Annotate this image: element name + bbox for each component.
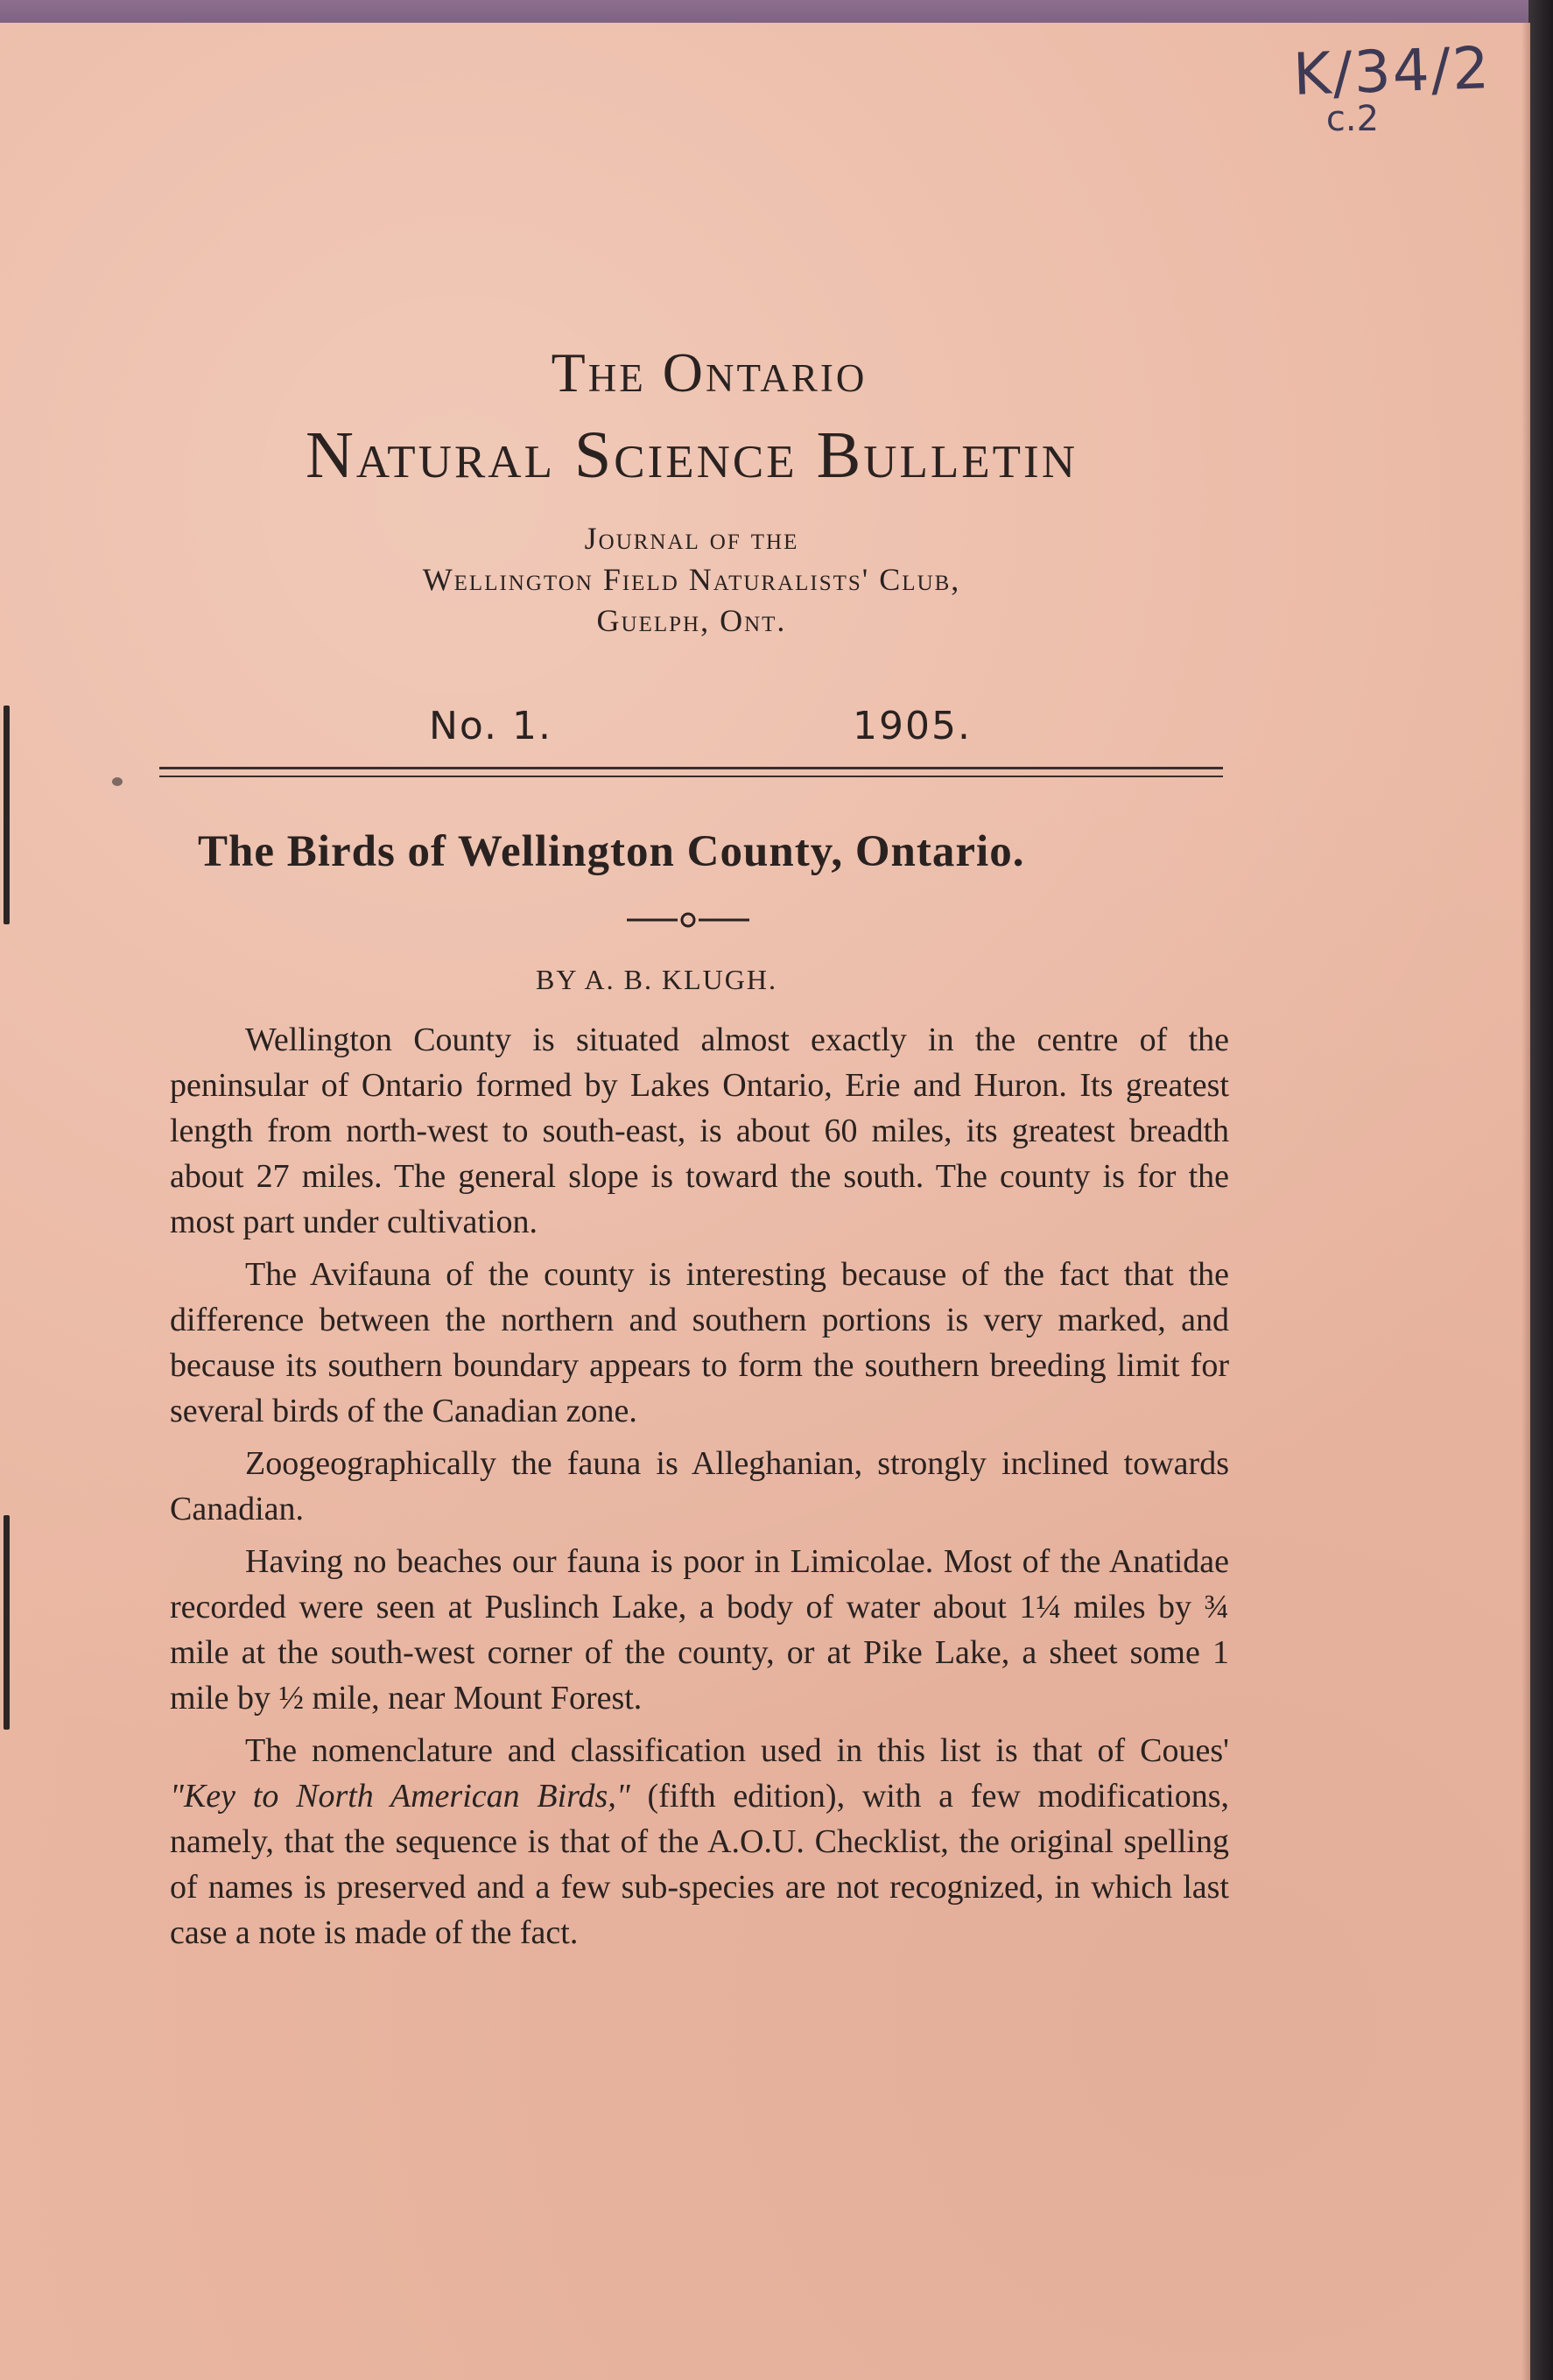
article-title: The Birds of Wellington County, Ontario. <box>198 827 1025 876</box>
title-ornament <box>627 907 749 933</box>
journal-subtitle-line-3: Guelph, Ont. <box>596 602 787 638</box>
article-body <box>170 1017 1229 1962</box>
paragraph <box>170 1728 1229 1955</box>
paragraph: Having no beaches our fauna is poor in Limicolae. Most of the Anatidae recorded were seen at Puslinch Lake, a body of water about 1¼ miles by ¾ mile at the south-west corner of the county, or at Pike Lake, a sheet some 1 mile by ½ mile, near Mount Forest. <box>170 1543 1229 1717</box>
document-page <box>0 23 1530 2380</box>
journal-subtitle-line-2: Wellington Field Naturalists' Club, <box>422 561 961 597</box>
background-edge <box>1528 0 1553 2380</box>
catalog-copy-number: c.2 <box>1325 98 1380 139</box>
margin-mark <box>4 1515 10 1730</box>
journal-title-line-1: The Ontario <box>551 341 868 404</box>
header-rule <box>159 767 1223 769</box>
journal-subtitle-line-1: Journal of the <box>584 520 799 556</box>
masthead <box>158 340 1226 641</box>
paragraph: Wellington County is situated almost exactly in the centre of the peninsular of Ontario formed by Lakes Ontario, Erie and Huron. Its greatest length from north-west to south-east, is about 60 miles, its greatest breadth about 27 miles. The general slope is toward the south. The county is for the most part under cultivation. <box>170 1022 1229 1240</box>
page-edge-shadow <box>1521 23 1530 2380</box>
header-rule <box>159 776 1223 777</box>
issue-year: 1905. <box>853 704 972 748</box>
issue-info <box>429 704 972 748</box>
paragraph: The Avifauna of the county is interesting because of the fact that the difference between the northern and southern portions is very marked, and because its southern boundary appears to form the southern breeding limit for several birds of the Canadian zone. <box>170 1256 1229 1429</box>
article-byline: BY A. B. KLUGH. <box>536 964 777 995</box>
paper-speck <box>112 777 123 786</box>
catalog-number: K/34/2 <box>1291 34 1493 109</box>
journal-title-line-2: Natural Science Bulletin <box>306 418 1078 492</box>
paragraph-text: (fifth edition), with a few modifications, namely, that the sequence is that of the A.O.U. Checklist, the original spelling of names is preserved and a few sub-species are not recognized, in which last case a note is made of the fact. <box>170 1778 1229 1951</box>
catalog-note <box>1261 34 1523 139</box>
paragraph: Zoogeographically the fauna is Alleghanian, strongly inclined towards Canadian. <box>170 1445 1229 1527</box>
issue-number: No. 1. <box>429 704 553 748</box>
book-title: "Key to North American Birds," <box>170 1778 630 1815</box>
margin-mark <box>4 706 10 924</box>
paragraph-text: The nomenclature and classification used in this list is that of Coues' <box>245 1732 1229 1769</box>
